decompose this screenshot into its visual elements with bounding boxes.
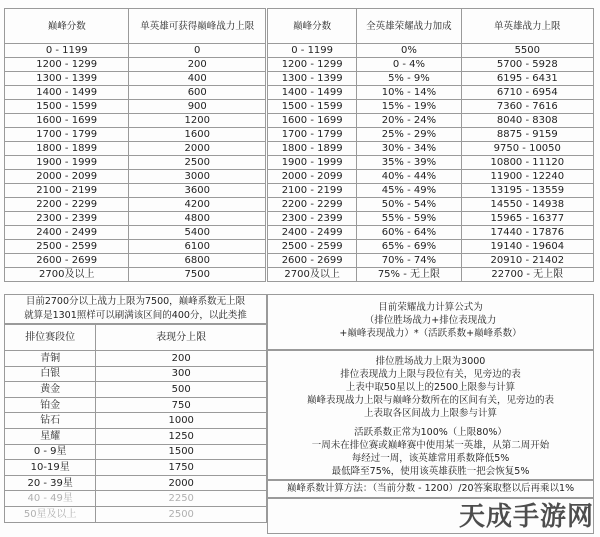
table-cell: 1400 - 1499 — [268, 86, 357, 100]
table-row — [5, 397, 267, 413]
table-row — [5, 128, 266, 142]
table-cell: 40% - 44% — [357, 170, 461, 184]
table-cell: 15965 - 16377 — [461, 212, 593, 226]
table-row — [5, 156, 266, 170]
table-cell: 1900 - 1999 — [5, 156, 129, 170]
table-cell: 1300 - 1399 — [268, 72, 357, 86]
table-cell: 300 — [96, 366, 267, 382]
table-cell: 1800 - 1899 — [5, 142, 129, 156]
column-header: 表现分上限 — [96, 325, 267, 351]
table-row — [5, 58, 266, 72]
table-cell: 60% - 64% — [357, 226, 461, 240]
table-row — [268, 198, 594, 212]
table-row — [5, 198, 266, 212]
table-cell: 5400 — [129, 226, 266, 240]
rank-performance-cap-table — [4, 324, 267, 523]
table-cell: 0 — [129, 44, 266, 58]
peak-power-cap-table — [4, 8, 266, 282]
table-cell: 75% - 无上限 — [357, 268, 461, 282]
table-cell: 500 — [96, 382, 267, 398]
table-cell: 35% - 39% — [357, 156, 461, 170]
table-cell: 1400 - 1499 — [5, 86, 129, 100]
column-header: 巅峰分数 — [5, 9, 129, 44]
table-row — [5, 184, 266, 198]
table-cell: 600 — [129, 86, 266, 100]
table-row — [268, 184, 594, 198]
table-cell: 0 - 1199 — [5, 44, 129, 58]
rule-line: 上表中取50星以上的2500上限参与计算 — [345, 382, 516, 393]
table-cell: 2300 - 2399 — [5, 212, 129, 226]
table-row — [268, 128, 594, 142]
table-row — [5, 413, 267, 429]
table-row — [5, 475, 267, 491]
table-cell: 5% - 9% — [357, 72, 461, 86]
table-cell: 8040 - 8308 — [461, 114, 593, 128]
table-cell: 1600 — [129, 128, 266, 142]
cap-note-line-1: 目前2700分以上战力上限为7500，巅峰系数无上限 — [25, 296, 246, 307]
formula-line-2: （排位胜场战力+排位表现战力 — [364, 315, 497, 326]
table-cell: 2400 - 2499 — [5, 226, 129, 240]
table-row — [5, 506, 267, 522]
table-cell: 8875 - 9159 — [461, 128, 593, 142]
table-row — [268, 240, 594, 254]
table-cell: 10800 - 11120 — [461, 156, 593, 170]
table-cell: 20 - 39星 — [5, 475, 96, 491]
table-row — [268, 114, 594, 128]
activity-line: 每经过一周，该英雄常用系数降低5% — [351, 453, 510, 464]
table-cell: 4200 — [129, 198, 266, 212]
table-cell: 3600 — [129, 184, 266, 198]
table-cell: 9750 - 10050 — [461, 142, 593, 156]
table-row — [268, 268, 594, 282]
table-row — [5, 212, 266, 226]
table-cell: 0% — [357, 44, 461, 58]
table-cell: 2000 - 2099 — [268, 170, 357, 184]
table-cell: 10% - 14% — [357, 86, 461, 100]
table-cell: 1600 - 1699 — [5, 114, 129, 128]
table-row — [5, 44, 266, 58]
table-cell: 19140 - 19604 — [461, 240, 593, 254]
column-header: 单英雄可获得巅峰战力上限 — [129, 9, 266, 44]
table-row — [5, 254, 266, 268]
table-cell: 20% - 24% — [357, 114, 461, 128]
table-cell: 2500 - 2599 — [5, 240, 129, 254]
table-cell: 7500 — [129, 268, 266, 282]
table-cell: 0 - 9星 — [5, 444, 96, 460]
table-cell: 2500 — [129, 156, 266, 170]
table-row — [268, 72, 594, 86]
table-cell: 2500 - 2599 — [268, 240, 357, 254]
table-cell: 4800 — [129, 212, 266, 226]
table-cell: 10-19星 — [5, 460, 96, 476]
table-cell: 星耀 — [5, 428, 96, 444]
formula-line-3: +巅峰表现战力）*（活跃系数+巅峰系数） — [339, 328, 522, 339]
table-cell: 2400 - 2499 — [268, 226, 357, 240]
table-cell: 7360 - 7616 — [461, 100, 593, 114]
table-row — [268, 86, 594, 100]
table-cell: 750 — [96, 397, 267, 413]
table-cell: 1200 - 1299 — [268, 58, 357, 72]
table-row — [268, 254, 594, 268]
table-cell: 50星及以上 — [5, 506, 96, 522]
table-row — [5, 268, 266, 282]
table-cell: 2100 - 2199 — [268, 184, 357, 198]
table-cell: 2000 - 2099 — [5, 170, 129, 184]
activity-line: 一周未在排位赛或巅峰赛中使用某一英雄，从第二周开始 — [311, 440, 550, 451]
cap-note — [4, 294, 267, 324]
table-row — [5, 351, 267, 367]
table-cell: 1200 — [129, 114, 266, 128]
table-row — [5, 72, 266, 86]
table-cell: 6800 — [129, 254, 266, 268]
table-cell: 6195 - 6431 — [461, 72, 593, 86]
table-cell: 13195 - 13559 — [461, 184, 593, 198]
table-row — [5, 428, 267, 444]
table-cell: 1200 - 1299 — [5, 58, 129, 72]
table-row — [5, 444, 267, 460]
rule-line: 排位表现战力上限与段位有关，见旁边的表 — [340, 369, 521, 380]
table-cell: 1300 - 1399 — [5, 72, 129, 86]
table-row — [268, 142, 594, 156]
table-cell: 3000 — [129, 170, 266, 184]
table-row — [5, 382, 267, 398]
table-row — [5, 100, 266, 114]
table-row — [5, 491, 267, 507]
table-row — [268, 44, 594, 58]
table-cell: 40 - 49星 — [5, 491, 96, 507]
table-cell: 1250 — [96, 428, 267, 444]
table-cell: 白银 — [5, 366, 96, 382]
table-cell: 2300 - 2399 — [268, 212, 357, 226]
table-cell: 55% - 59% — [357, 212, 461, 226]
table-cell: 2600 - 2699 — [268, 254, 357, 268]
table-cell: 2100 - 2199 — [5, 184, 129, 198]
table-row — [268, 212, 594, 226]
table-cell: 1000 — [96, 413, 267, 429]
table-cell: 25% - 29% — [357, 128, 461, 142]
table-row — [5, 170, 266, 184]
table-cell: 200 — [129, 58, 266, 72]
table-cell: 0 - 4% — [357, 58, 461, 72]
table-cell: 1700 - 1799 — [5, 128, 129, 142]
table-cell: 青铜 — [5, 351, 96, 367]
table-cell: 黄金 — [5, 382, 96, 398]
formula-box — [267, 294, 594, 350]
table-row — [5, 226, 266, 240]
table-cell: 2500 — [96, 506, 267, 522]
table-row — [5, 366, 267, 382]
glory-power-bonus-table — [267, 8, 594, 282]
column-header: 单英雄战力上限 — [461, 9, 593, 44]
table-cell: 2200 - 2299 — [5, 198, 129, 212]
table-cell: 2000 — [129, 142, 266, 156]
table-cell: 1750 — [96, 460, 267, 476]
table-cell: 20910 - 21402 — [461, 254, 593, 268]
table-cell: 1900 - 1999 — [268, 156, 357, 170]
rule-line: 排位胜场战力上限为3000 — [375, 356, 486, 367]
table-cell: 15% - 19% — [357, 100, 461, 114]
table-cell: 1600 - 1699 — [268, 114, 357, 128]
table-cell: 70% - 74% — [357, 254, 461, 268]
table-cell: 2600 - 2699 — [5, 254, 129, 268]
rule-line: 巅峰表现战力上限与巅峰分数所在的区间有关，见旁边的表 — [306, 395, 554, 406]
table-cell: 50% - 54% — [357, 198, 461, 212]
table-cell: 0 - 1199 — [268, 44, 357, 58]
table-cell: 2200 - 2299 — [268, 198, 357, 212]
table-cell: 钻石 — [5, 413, 96, 429]
table-cell: 2250 — [96, 491, 267, 507]
table-cell: 45% - 49% — [357, 184, 461, 198]
table-row — [268, 100, 594, 114]
table-row — [5, 240, 266, 254]
activity-line: 最低降至75%，使用该英雄获胜一把会恢复5% — [331, 466, 530, 477]
table-cell: 14550 - 14938 — [461, 198, 593, 212]
column-header: 全英雄荣耀战力加成 — [357, 9, 461, 44]
table-cell: 2700及以上 — [5, 268, 129, 282]
activity-line: 活跃系数正常为100%（上限80%） — [354, 427, 507, 438]
table-cell: 5700 - 5928 — [461, 58, 593, 72]
table-cell: 2000 — [96, 475, 267, 491]
table-cell: 铂金 — [5, 397, 96, 413]
peak-coefficient-formula: 巅峰系数计算方法：（当前分数 - 1200）/20答案取整以后再乘以1% — [267, 480, 594, 498]
table-cell: 400 — [129, 72, 266, 86]
table-row — [268, 226, 594, 240]
table-cell: 1700 - 1799 — [268, 128, 357, 142]
rule-line: 上表取各区间战力上限参与计算 — [363, 408, 497, 419]
table-cell: 5500 — [461, 44, 593, 58]
table-cell: 11900 - 12240 — [461, 170, 593, 184]
table-row — [268, 58, 594, 72]
table-cell: 6100 — [129, 240, 266, 254]
formula-line-1: 目前荣耀战力计算公式为 — [378, 302, 483, 313]
header-row — [268, 9, 594, 44]
cap-note-line-2: 就算是1301照样可以刷满该区间的400分，以此类推 — [24, 310, 247, 321]
table-row — [5, 114, 266, 128]
table-cell: 22700 - 无上限 — [461, 268, 593, 282]
table-cell: 17440 - 17876 — [461, 226, 593, 240]
table-cell: 30% - 34% — [357, 142, 461, 156]
header-row — [5, 9, 266, 44]
table-row — [268, 156, 594, 170]
table-cell: 2700及以上 — [268, 268, 357, 282]
table-cell: 900 — [129, 100, 266, 114]
table-cell: 65% - 69% — [357, 240, 461, 254]
table-row — [5, 86, 266, 100]
table-cell: 1500 - 1599 — [268, 100, 357, 114]
header-row — [5, 325, 267, 351]
table-row — [5, 142, 266, 156]
table-cell: 1500 — [96, 444, 267, 460]
rules-box — [267, 350, 594, 480]
table-cell: 1800 - 1899 — [268, 142, 357, 156]
table-row — [5, 460, 267, 476]
table-cell: 200 — [96, 351, 267, 367]
column-header: 排位赛段位 — [5, 325, 96, 351]
watermark-logo: 天成手游网 — [458, 502, 594, 532]
table-row — [268, 170, 594, 184]
table-cell: 6710 - 6954 — [461, 86, 593, 100]
column-header: 巅峰分数 — [268, 9, 357, 44]
table-cell: 1500 - 1599 — [5, 100, 129, 114]
